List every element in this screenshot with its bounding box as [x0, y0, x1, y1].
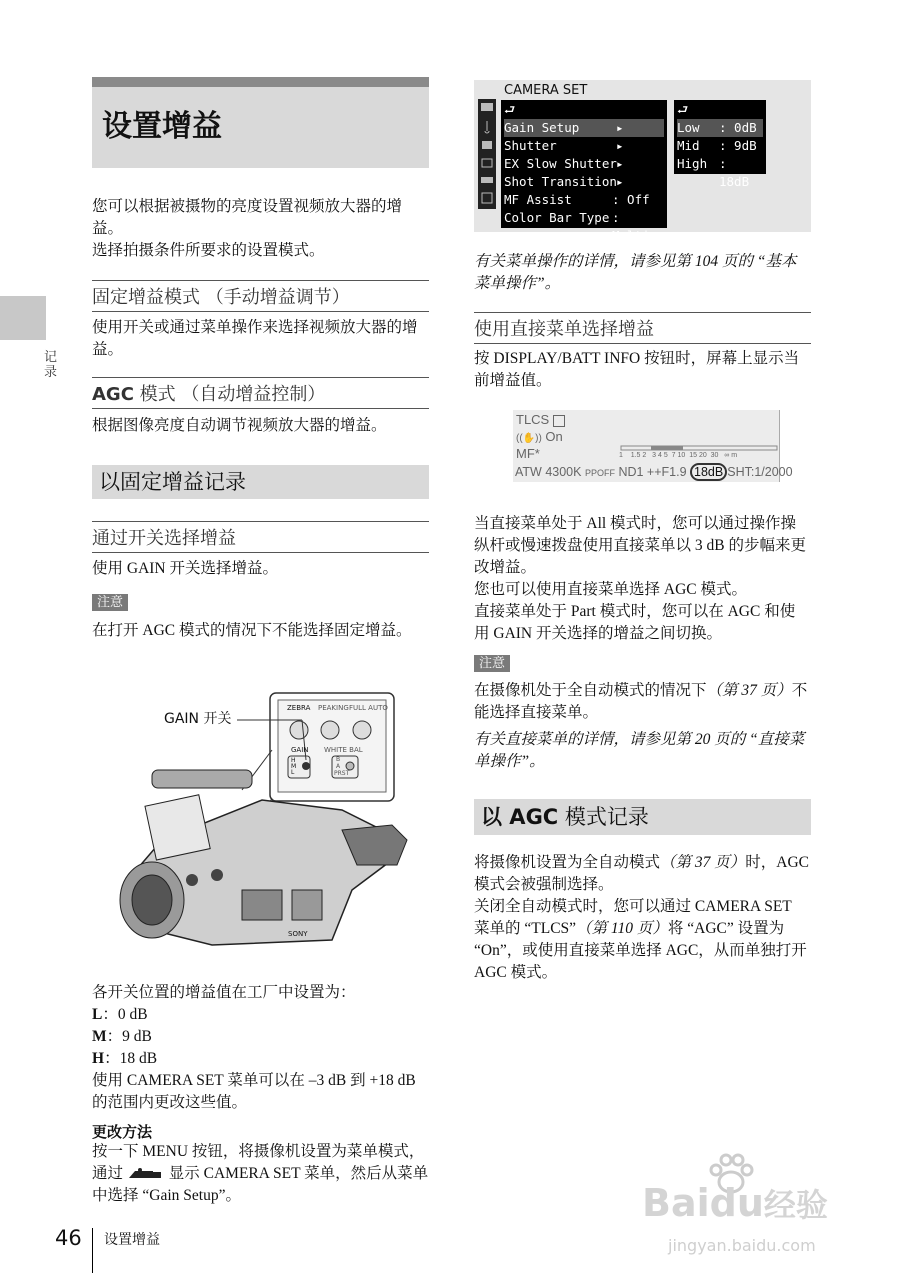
back-icon: ⮐ — [504, 102, 516, 117]
menu-item-value: ▸ — [616, 156, 624, 171]
intro-line-2: 选择拍摄条件所要求的设置模式。 — [92, 242, 325, 259]
menu-item-value: ▸ — [616, 174, 624, 189]
menu-item-mf-assist[interactable] — [504, 191, 664, 209]
intro-line-1: 您可以根据被摄物的亮度设置视频放大器的增益。 — [92, 198, 403, 237]
menu-item-label: EX Slow Shutter — [504, 156, 617, 171]
menu-item-label: Shot Transition — [504, 174, 617, 189]
scale-20: 20 — [698, 452, 707, 459]
note-tag-2 — [474, 652, 510, 671]
change-method-text-b: 显示 CAMERA SET 菜单，然后从菜单中选择 “Gain Setup”。 — [92, 1165, 429, 1204]
baidu-watermark — [628, 1152, 828, 1272]
gain-switch-heading: 通过开关选择增益 — [92, 521, 429, 553]
menu-item-shot-transition[interactable] — [504, 173, 664, 191]
submenu-item-high[interactable] — [677, 155, 763, 189]
factory-lead: 各开关位置的增益值在工厂中设置为： — [92, 984, 356, 1001]
fixed-mode-text: 使用开关或通过菜单操作来选择视频放大器的增益。 — [92, 319, 418, 358]
gain-switch-text: 使用 GAIN 开关选择增益。 — [92, 560, 278, 577]
back-icon: ⮐ — [677, 102, 689, 117]
footer-section: 设置增益 — [104, 1232, 160, 1248]
display-bottom-row — [515, 463, 793, 481]
page-number: 46 — [55, 1226, 82, 1250]
agc-mode-heading-bold: AGC — [92, 384, 134, 405]
agc-p1-b: 时，AGC 模式会被强制选择。 — [474, 854, 810, 893]
menu-item-label: Color Bar Type — [504, 210, 610, 225]
panel-label-white-bal: WHITE BAL — [324, 746, 363, 754]
panel-label-gain: GAIN — [291, 746, 309, 754]
menu-back-row[interactable] — [504, 101, 664, 119]
switch-letter-h: H — [291, 757, 296, 764]
footer-divider — [92, 1228, 93, 1273]
direct-para-1: 当直接菜单处于 All 模式时，您可以通过操作操纵杆或慢速拨盘使用直接菜单以 3 dB 的步幅来更改增益。 — [474, 515, 806, 576]
watermark-jingyan: 经验 — [763, 1186, 828, 1224]
agc-mode-heading-rest: 模式 （自动增益控制） — [133, 384, 326, 405]
agc-para-1 — [474, 852, 810, 896]
display-gain-value[interactable]: 18dB — [690, 463, 727, 481]
display-pp: PPOFF — [584, 468, 615, 478]
factory-key-l: L — [92, 1006, 103, 1023]
panel-label-peaking: PEAKING — [318, 704, 349, 712]
menu-item-shutter[interactable] — [504, 137, 664, 155]
menu-item-value: : Multi — [612, 210, 650, 243]
direct-menu-reference: 有关直接菜单的详情，请参见第 20 页的 “直接菜单操作”。 — [474, 731, 805, 770]
factory-value-h: ：18 dB — [104, 1050, 158, 1067]
camcorder-illustration — [92, 690, 422, 965]
note2-page-ref: （第 37 页） — [706, 682, 792, 699]
agc-mode-heading — [92, 377, 429, 409]
menu-item-label: MF Assist — [504, 192, 572, 207]
scale-10: 10 — [677, 452, 686, 459]
note-tag-1 — [92, 591, 128, 610]
direct-para-2: 您也可以使用直接菜单选择 AGC 模式。 — [474, 581, 747, 598]
camera-set-menu — [474, 80, 811, 243]
direct-para-3: 直接菜单处于 Part 模式时，您可以在 AGC 和使用 GAIN 开关选择的增益之间切换。 — [474, 603, 796, 642]
panel-label-prst: PRST — [334, 770, 350, 777]
intro — [92, 196, 428, 262]
scale-1: 1 — [619, 452, 623, 459]
change-method-text — [92, 1141, 432, 1207]
agc-p1-ref: （第 37 页） — [660, 854, 746, 871]
focus-scale-labels — [619, 452, 779, 459]
scale-3: 3 — [652, 452, 657, 459]
watermark-brand — [642, 1180, 828, 1226]
agc-p2-ref: （第 110 页） — [576, 920, 668, 937]
steadyshot-icon: ((✋)) — [516, 433, 542, 444]
scale-1-5: 1.5 — [630, 452, 641, 459]
panel-label-full-auto: FULL AUTO — [349, 704, 388, 712]
menu-reference: 有关菜单操作的详情，请参见第 104 页的 “基本菜单操作”。 — [474, 253, 797, 292]
panel-label-zebra: ZEBRA — [287, 704, 311, 712]
menu-item-label: Shutter — [504, 138, 557, 153]
scale-7: 7 — [671, 452, 676, 459]
scale-30: 30 — [710, 452, 719, 459]
submenu-item-label: High — [677, 156, 708, 171]
menu-item-value: : Off — [612, 192, 650, 207]
display-on-text: On — [545, 429, 563, 444]
section-agc-title — [474, 799, 811, 835]
scale-inf: ∞ — [724, 452, 730, 459]
gain-switch-letters — [291, 758, 296, 776]
submenu-back-row[interactable] — [677, 101, 763, 119]
submenu-item-label: Mid — [677, 138, 700, 153]
note2-text-a: 在摄像机处于全自动模式的情况下 — [474, 682, 707, 699]
switch-letter-a: A — [336, 763, 341, 770]
display-wb: ATW 4300K — [515, 465, 582, 479]
switch-letter-b: B — [336, 756, 341, 763]
submenu-item-label: Low — [677, 120, 700, 135]
submenu-item-low[interactable] — [677, 119, 763, 137]
direct-menu-display — [513, 410, 793, 482]
change-method-heading: 更改方法 — [92, 1123, 153, 1141]
factory-value-l: ：0 dB — [102, 1006, 148, 1023]
display-steadyshot — [516, 429, 563, 444]
chapter-tab — [0, 296, 46, 340]
agc-p2-a: 关闭全自动模式时，您可以通过 CAMERA SET 菜单的 “TLCS” — [474, 898, 792, 937]
note2-text-b: 不能选择直接菜单。 — [474, 682, 808, 721]
display-tlcs — [516, 412, 565, 427]
menu-icon-column — [478, 99, 496, 209]
note-text-2 — [474, 680, 810, 724]
scale-m: m — [731, 452, 738, 459]
direct-menu-text: 按 DISPLAY/BATT INFO 按钮时，屏幕上显示当前增益值。 — [474, 350, 800, 389]
submenu-item-value: : 18dB — [719, 156, 750, 189]
switch-letter-l: L — [291, 769, 295, 776]
section-fixed-title: 以固定增益记录 — [92, 465, 429, 499]
agc-p2-b: 将 “AGC” 设置为 “On”，或使用直接菜单选择 AGC，从而单独打开 AGC 模式。 — [474, 920, 807, 981]
display-tlcs-text: TLCS — [516, 412, 550, 427]
watermark-url: jingyan.baidu.com — [668, 1236, 816, 1255]
scale-4: 4 — [657, 452, 662, 459]
note-tag-2-label: 注意 — [474, 655, 510, 672]
tlcs-icon — [553, 415, 565, 427]
factory-range-text: 使用 CAMERA SET 菜单可以在 –3 dB 到 +18 dB 的范围内更改这些值。 — [92, 1072, 416, 1111]
menu-item-value: ▸ — [616, 138, 624, 153]
agc-p1-a: 将摄像机设置为全自动模式 — [474, 854, 661, 871]
submenu-item-value: : 0dB — [719, 120, 757, 135]
section-agc-title-rest: 模式记录 — [558, 805, 649, 829]
gain-switch-callout: GAIN 开关 — [164, 711, 232, 727]
submenu-item-mid[interactable] — [677, 137, 763, 155]
display-nd-iris: ND1 ++F1.9 — [618, 465, 687, 479]
note-text-1: 在打开 AGC 模式的情况下不能选择固定增益。 — [92, 622, 412, 639]
section-agc-title-bold: 以 AGC — [481, 805, 559, 829]
display-shutter: SHT:1/2000 — [727, 465, 793, 479]
switch-letter-m: M — [291, 763, 297, 770]
note-tag-1-label: 注意 — [92, 594, 128, 611]
wb-switch-letters — [336, 756, 340, 770]
agc-mode-text: 根据图像亮度自动调节视频放大器的增益。 — [92, 417, 387, 434]
page-title: 设置增益 — [102, 109, 222, 144]
scale-2: 2 — [642, 452, 647, 459]
camera-menu-icon — [127, 1166, 165, 1182]
fixed-mode-heading: 固定增益模式 （手动增益调节） — [92, 280, 429, 312]
menu-item-gain-setup[interactable] — [504, 119, 664, 137]
direct-menu-heading: 使用直接菜单选择增益 — [474, 312, 811, 344]
gain-setup-submenu — [674, 100, 766, 189]
factory-settings — [92, 982, 428, 1114]
scale-15: 15 — [689, 452, 697, 459]
scale-5: 5 — [663, 452, 668, 459]
direct-paragraphs — [474, 513, 810, 645]
factory-item-m — [92, 1026, 428, 1048]
factory-key-h: H — [92, 1050, 105, 1067]
menu-item-label: Gain Setup — [504, 120, 580, 135]
display-mf: MF* — [516, 446, 540, 461]
page-title-block — [92, 77, 429, 168]
agc-para-2 — [474, 896, 810, 984]
factory-value-m: ：9 dB — [106, 1028, 152, 1045]
factory-item-l — [92, 1004, 428, 1026]
camera-brand: SONY — [288, 930, 308, 938]
menu-item-value: ▸ — [616, 120, 624, 135]
menu-item-color-bar-type[interactable] — [504, 209, 664, 243]
watermark-bai: Bai — [642, 1181, 710, 1225]
chapter-tab-label: 记录 — [44, 350, 58, 380]
factory-key-m: M — [92, 1028, 107, 1045]
camera-menu-title: CAMERA SET — [504, 83, 588, 98]
camera-menu-list — [501, 100, 667, 243]
change-method-text-a: 按一下 MENU 按钮，将摄像机设置为菜单模式，通过 — [92, 1143, 425, 1182]
camcorder-figure — [92, 690, 422, 965]
menu-item-ex-slow-shutter[interactable] — [504, 155, 664, 173]
factory-item-h — [92, 1048, 428, 1070]
watermark-du: du — [709, 1181, 764, 1225]
submenu-item-value: : 9dB — [719, 138, 757, 153]
